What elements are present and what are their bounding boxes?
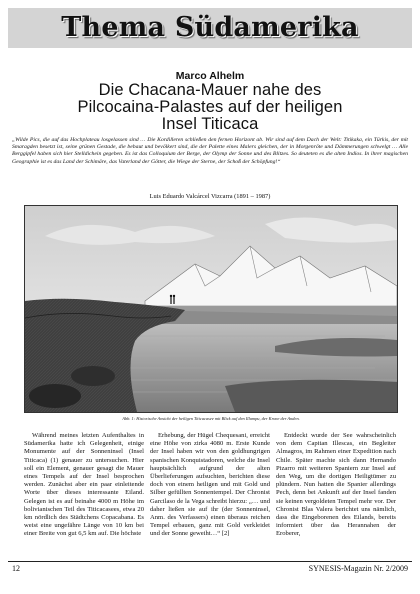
- headline-line-2: Pilcocaina-Palastes auf der heiligen: [77, 98, 343, 116]
- headline-line-3: Insel Titicaca: [161, 115, 259, 133]
- article-headline: [14, 82, 406, 133]
- page-number: 12: [12, 564, 20, 573]
- article-author: Marco Alhelm: [175, 70, 245, 82]
- epigraph-attribution: Luis Eduardo Valcárcel Vizcarra (1891 – 1987): [149, 193, 271, 200]
- lake-titicaca-engraving: [24, 205, 398, 413]
- section-title: Thema Südamerika: [61, 12, 359, 43]
- engraving-illustration: [25, 206, 397, 412]
- text-column-2: [150, 432, 270, 562]
- column-3-text: Entdeckt wurde der See wahrscheinlich von dem Capitan Illescas, ein Begleiter Almagros, im Rahmen einer Expedition nach Chile. Später machte sich dann Hernando Pizarro mit weiteren Spaniern zur Insel auf den Weg, um die dortigen Heiligtümer zu plündern. Nun hatten die Spanier allerdings Pech, denn bei Ankunft auf der Insel fanden sie keinen vergoldeten Tempel mehr vor. Der Chronist Blas Valera berichtet uns nämlich, dass die Eingeborenen des Eilands, bereits informiert über das Herannahen der Eroberer,: [276, 432, 396, 538]
- magazine-issue: SYNESIS-Magazin Nr. 2/2009: [308, 564, 408, 573]
- section-banner: [8, 8, 412, 48]
- footer-divider: [8, 561, 412, 562]
- column-2-text: Erhebung, der Hügel Chequesani, erreicht eine Höhe von zirka 4080 m. Erste Kunde der Insel haben wir von den goldhungrigen spanischen Konquistadoren, welche die Insel hauptsächlich aufgrund der alten Überlieferungen aufsuchten, berichten diese doch von einem heiligen und mit Gold und Silber gefüllten Sonnentempel. Der Chronist Garcilaso de la Vega schreibt hierzu: „… und daher ließen sie auf ihr (der Sonneninsel, Anm. des Verfassers) einen überaus reichen Tempel erbauen, ganz mit Gold verkleidet und der Sonne geweiht…“ [2]: [150, 432, 270, 538]
- text-column-1: [24, 432, 144, 562]
- column-1-text: Während meines letzten Aufenthaltes in Südamerika hatte ich Gelegenheit, einige Monumente auf der Sonneninsel (Insel Titicaca) (1) genauer zu untersuchen. Hier soll ein Element, genauer gesagt die Mauer eines Tempels auf der Insel besprochen werden. Zunächst aber ein paar einleitende Worte über dieses interessante Eiland. Gelegen ist es auf beinahe 4000 m Höhe im bolivianischen Teil des Titicacasees, etwa 20 km nördlich des Städtchens Copacabana. Es weist eine ungefähre Länge von 10 km bei einer Breite von gut 6,5 km auf. Die höchste: [24, 432, 144, 538]
- figure-caption: Abb. 1: Historische Ansicht der heiligen Titicacasee mit Blick auf den Illampu, der Krone der Anden.: [122, 416, 300, 421]
- headline-line-1: Die Chacana-Mauer nahe des: [98, 81, 322, 99]
- text-column-3: [276, 432, 396, 562]
- epigraph-quote: „Wilde Pics, die auf das Hochplateau losgelassen sind … Die Kordilleren schließen den fernen Horizont ab. Wir sind auf dem Dach der Welt: Titikaka, ein Türkis, der mit Smaragden besetzt ist, seine grünen Gestade, die bebaut und bevölkert sind, die der Palette eines Malers gleichen, der in Morgenröte und Dämmerungen schwelgt … Alle Berggipfel haben sich hier Stelldichein gegeben. Es ist das Colloquium der Berge, der Olymp der Sonne und des Blitzes. So deuteten es die alten Indios. In ihrer magischen Geographie ist es das Land der Schimäre, das Vaterland der Götter, die Wiege der Sterne, der Schoß der Schöpfung!“: [12, 137, 408, 165]
